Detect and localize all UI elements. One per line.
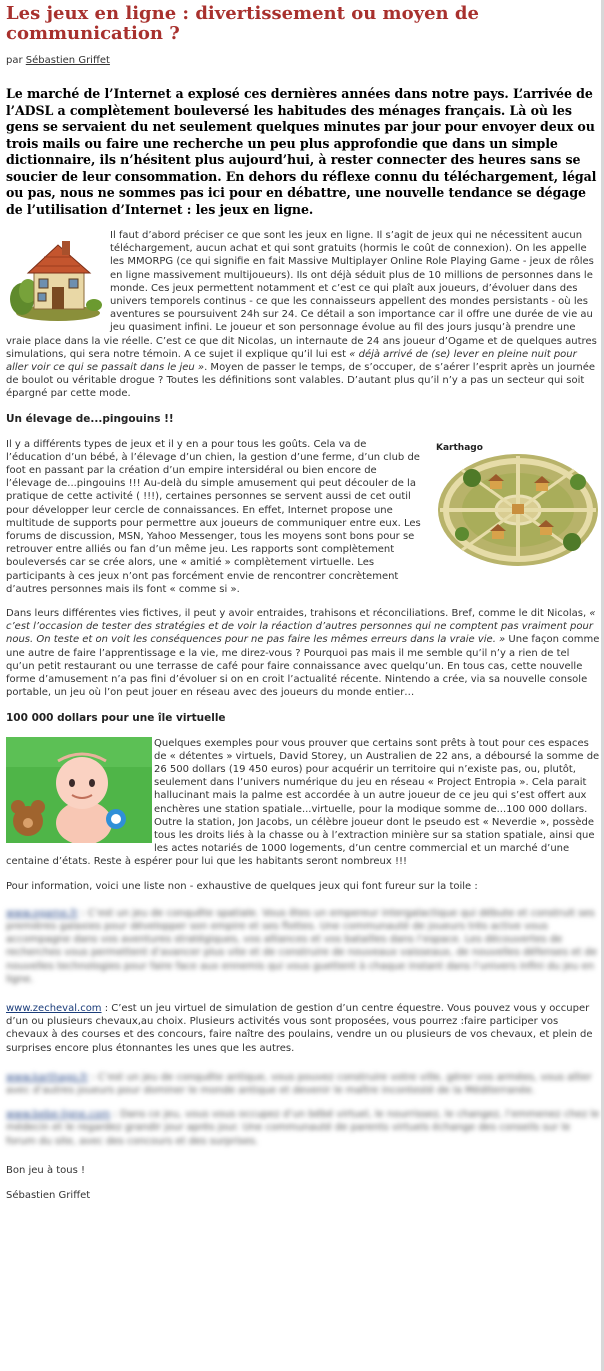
blurred-game-entry-3 — [6, 1108, 600, 1148]
blurred-game-desc-1: : C’est un jeu de conquête spatiale. Vous êtes un empereur intergalactique qui débute et construit ses premières galaxies pour développer son empire et ses flottes. Une communauté de joueurs très active vous accompagne dans vos aventures stratégiques, vos alliances et vos batailles dans l’espace. Les découvertes de recherches vous permettent d’avancer plus vite et de construire de nouveaux vaisseaux, de nouvelles défenses et de nouvelles technologies pour faire face aux ennemis qui vous guettent à chaque instant dans l’univers infini du jeu en ligne. — [6, 907, 597, 985]
paragraph-liste-intro: Pour information, voici une liste non - exhaustive de quelques jeux qui font fureur sur la toile : — [6, 880, 478, 892]
byline — [6, 54, 600, 68]
paragraph-vies-fictives-a: Dans leurs différentes vies fictives, il peut y avoir entraides, trahisons et réconciliations. Bref, comme le dit Nicolas, — [6, 608, 590, 620]
karthago-caption: Karthago — [436, 442, 483, 453]
quote-nicolas-2: « c’est l’occasion de tester des stratégies et de voir la réaction d’autres personnes qui ne comptent pas vraiment pour nous. On teste et on voit les conséquences pour ne pas faire les mêmes erreurs dans la vraie vie. » — [6, 608, 596, 646]
blurred-game-link-2[interactable]: www.karthago.fr — [6, 1071, 89, 1083]
byline-prefix: par — [6, 55, 26, 66]
section-heading-pingouins: Un élevage de...pingouins !! — [6, 412, 174, 425]
blurred-game-desc-2: : C’est un jeu de conquête antique, vous pouvez construire votre ville, gérer vos armées, vous allier avec d’autres joueurs pour dominer le monde antique et devenir le maître incontesté de la Méditerranée. — [6, 1071, 592, 1096]
article-title: Les jeux en ligne : divertissement ou moyen de communication ? — [6, 3, 479, 44]
section-heading-ile-virtuelle: 100 000 dollars pour une île virtuelle — [6, 711, 226, 724]
blurred-game-link-1[interactable]: www.ogame.fr — [6, 907, 79, 919]
paragraph-exemples: Quelques exemples pour vous prouver que certains sont prêts à tout pour ces espaces de « détentes » virtuels, David Storey, un Australien de 22 ans, a déboursé la somme de 26 500 dollars (19 450 euros) pour acquérir un territoire qui n’existe pas, ou, plutôt, seulement dans l’univers numérique du jeu en réseau « Project Entropia ». Cela parait hallucinant mais la palme est accordée à un autre joueur de ce jeu qui s’est offert aux enchères une station spatiale...virtuelle, pour la modique somme de...100 000 dollars. Outre la station, Jon Jacobs, un célèbre joueur dont le pseudo est « Neverdie », possède tous les droits liés à la chasse ou à l’extraction minière sur sa station spatiale, ainsi que les actes notariés de 1000 logements, d’un centre commercial et un marché d’une centaine d’états. Reste à espérer pour lui que les habitants seront nombreux !!! — [6, 737, 600, 868]
baby-image — [6, 737, 152, 843]
blurred-game-entry-2 — [6, 1071, 600, 1097]
paragraph-mmorpg-a: Il faut d’abord préciser ce que sont les jeux en ligne. Il s’agit de jeux qui ne nécessitent aucun téléchargement, aucun achat et qui sont gratuits (hormis le coût de connexion). On les appelle les MMORPG (ce qui signifie en fait Massive Multiplayer Online Role Playing Game - jeux de rôles en ligne massivement multijoueurs). Ils ont déjà séduit plus de 10 millions de personnes dans le monde. Ces jeux permettent notamment et c’est ce qui plaît aux joueurs, d’évoluer dans des univers temporels continus - ce que les connaisseurs appellent des mondes persistants - où les aventures se poursuivent 24h sur 24. Ce détail a son importance car il offre une durée de vie au jeu quasiment infini. Le joueur et son personnage évolue au fil des jours jusqu’à prendre une vraie place dans la vie réelle. C’est ce que dit Nicolas, un internaute de 24 ans joueur d’Ogame et de quelques autres simulations, qui sera notre témoin. A ce sujet il explique qu’il lui est — [6, 230, 597, 360]
zecheval-desc: : C’est un jeu virtuel de simulation de gestion d’un centre équestre. Vous pouvez vous y occuper d’un ou plusieurs chevaux,au choix. Plusieurs activités vous sont proposées, vous pourrez :faire participer vos chevaux à des courses et des concours, faire naître des poulains, vendre un ou plusieurs de vos chevaux, et plein de surprises encore plus étonnantes les unes que les autres. — [6, 1002, 593, 1054]
game-entry-zecheval — [6, 1002, 600, 1055]
author-link[interactable]: Sébastien Griffet — [25, 55, 110, 66]
blurred-game-desc-3: : Dans ce jeu, vous vous occupez d’un bébé virtuel, le nourrissez, le changez, l’emmenez chez le médecin et le regardez grandir jour après jour. Une communauté de parents virtuels échange des conseils sur le forum du site, avec des concours et des surprises. — [6, 1109, 600, 1147]
paragraph-vies-fictives-b: Une façon comme une autre de faire l’apprentissage e la vie, me direz-vous ? Pourquoi pas mais il me semble qu’il n’y a rien de tel qu’un petit restaurant ou une terrasse de café pour faire connaissance avec quelqu’un. En tous cas, cette nouvelle forme d’amusement n’a pas fini d’évoluer si on en croit l’actualité récente. Nintendo a crée, via sa nouvelle console portable, un jeu où l’on peut jouer en réseau avec des joueurs du monde entier… — [6, 634, 600, 699]
karthago-map-image — [432, 438, 600, 568]
signature: Sébastien Griffet — [6, 1189, 91, 1201]
zecheval-link[interactable]: www.zecheval.com — [6, 1002, 102, 1014]
blurred-game-link-3[interactable]: www.bebe-ligne.com — [6, 1109, 111, 1121]
paragraph-mmorpg-b: . Moyen de passer le temps, de s’occuper, de s’aérer l’esprit après un journée de boulot ou véritable drogue ? Toutes les définitions sont valables. D’autant plus qu’il n’y a pas un secteur qui soit épargné par cette mode. — [6, 362, 596, 400]
closing-line: Bon jeu à tous ! — [6, 1164, 86, 1176]
paragraph-vies-fictives — [6, 607, 600, 699]
blurred-game-entry-1 — [6, 907, 600, 986]
paragraph-types-de-jeux: Il y a différents types de jeux et il y en a pour tous les goûts. Cela va de l’éducation d’un bébé, à l’élevage d’un chien, la gestion d’une ferme, d’un club de foot en passant par la création d’un empire intersidéral ou bien encore de l’élevage de...pingouins !!! Au-delà du simple amusement qui peut découler de la pratique de cette activité ( !!!), certaines personnes se servent aussi de cet outil pour développer leur cercle de connaissances. En effet, Internet propose une multitude de supports pour permettre aux joueurs de communiquer entre eux. Les forums de discussion, MSN, Yahoo Messenger, tous les moyens sont bons pour se retrouver entre alliés ou fan d’un même jeu. Les rapports sont complètement bouleversés car se crée alors, une « amitié » complètement virtuelle. Les participants à ces jeux n’ont pas forcément envie de rencontrer concrètement d’autres personnes mais ils font « comme si ». — [6, 438, 421, 595]
article — [6, 4, 600, 1202]
house-image — [6, 233, 104, 323]
lead-paragraph: Le marché de l’Internet a explosé ces dernières années dans notre pays. L’arrivée de l’ADSL a complètement bouleversé les habitudes des ménages français. Là où les gens se servaient du net seulement quelques minutes par jour pour envoyer deux ou trois mails ou faire une recherche un peu plus approfondie que dans un simple dictionnaire, ils n’hésitent plus aujourd’hui, à rester connecter des heures sans se soucier de leur consommation. En dehors du réflexe connu du téléchargement, légal ou pas, nous ne sommes pas ici pour en débattre, une nouvelle tendance se dégage de l’utilisation d’Internet : les jeux en ligne. — [6, 86, 597, 217]
quote-nicolas-1: « déjà arrivé de (se) lever en pleine nuit pour aller voir ce qui se passait dans le jeu » — [6, 348, 577, 374]
